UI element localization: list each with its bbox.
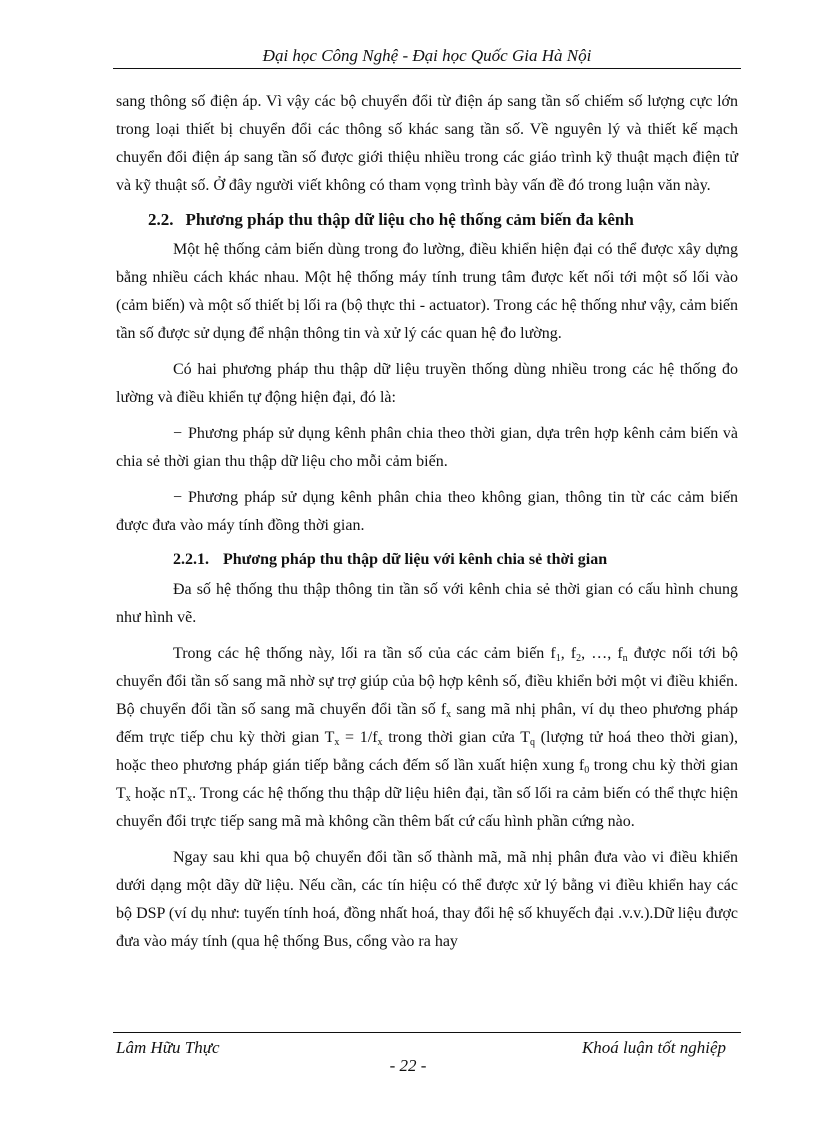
- bullet-dash-icon: −: [173, 489, 183, 506]
- text-run: . Trong các hệ thống thu thập dữ liệu hiên đại, tần số lối ra cảm biến có thể thực hiện chuyển đổi trực tiếp sang mã mà không cần thêm bất cứ cấu hình phần cứng nào.: [116, 785, 738, 830]
- footer-author: Lâm Hữu Thực: [116, 1038, 220, 1057]
- subscript: 0: [584, 765, 590, 776]
- footer-doc-type: Khoá luận tốt nghiệp: [581, 1038, 726, 1057]
- footer-divider: [113, 1032, 741, 1033]
- text-run: được nối tới bộ chuyển đổi tần số sang mã nhờ sự trợ giúp của bộ hợp kênh số, điều khiển bởi một vi điều khiển. Bộ chuyển đổi tần số sang mã chuyển đổi tần số f: [116, 645, 739, 718]
- text-run: Trong các hệ thống này, lối ra tần số của các cảm biến f: [173, 645, 556, 662]
- subsection-title: Phương pháp thu thập dữ liệu với kênh chia sẻ thời gian: [223, 551, 608, 568]
- subscript: x: [377, 737, 383, 748]
- header-divider: [113, 68, 741, 69]
- page-number: - 22 -: [389, 1056, 427, 1075]
- text-run: = 1/f: [339, 729, 378, 746]
- text-run: sang mã nhị phân, ví dụ theo phương pháp đếm trực tiếp chu kỳ thời gian T: [116, 701, 739, 746]
- subscript: x: [125, 793, 131, 804]
- subscript: x: [446, 709, 452, 720]
- text-run: (lượng tử hoá theo thời gian), hoặc theo phương pháp gián tiếp bằng cách đếm số lần xuất hiện xung f: [116, 729, 739, 774]
- subscript: 2: [576, 653, 582, 664]
- paragraph-4: Đa số hệ thống thu thập thông tin tần số với kênh chia sẻ thời gian có cấu hình chung như hình vẽ.: [116, 581, 738, 626]
- text-run: , f: [560, 645, 577, 662]
- text-run: , …, f: [581, 645, 623, 662]
- section-title: Phương pháp thu thập dữ liệu cho hệ thống cảm biến đa kênh: [185, 210, 634, 229]
- subscript: q: [530, 737, 535, 748]
- paragraph-6: Ngay sau khi qua bộ chuyển đổi tần số thành mã, mã nhị phân đưa vào vi điều khiển dưới dạng một dãy dữ liệu. Nếu cần, các tín hiệu có thể được xử lý bằng vi điều khiển hay các bộ DSP (ví dụ như: tuyến tính hoá, đồng nhất hoá, thay đổi hệ số khuyếch đại .v.v.).Dữ liệu được đưa vào máy tính (qua hệ thống Bus, cổng vào ra hay: [116, 849, 738, 950]
- bullet-item-2: [116, 484, 738, 540]
- text-run: hoặc nT: [130, 785, 188, 802]
- subscript: n: [622, 653, 628, 664]
- subsection-heading-2-2-1: [116, 546, 738, 574]
- bullet-text: Phương pháp sử dụng kênh phân chia theo không gian, thông tin từ các cảm biến được đưa vào máy tính đồng thời gian.: [116, 489, 738, 534]
- subscript: 1: [555, 653, 561, 664]
- page-header: Đại học Công Nghệ - Đại học Quốc Gia Hà Nội: [262, 46, 592, 65]
- paragraph-3: Có hai phương pháp thu thập dữ liệu truyền thống dùng nhiều trong các hệ thống đo lường và điều khiển tự động hiện đại, đó là:: [116, 361, 738, 406]
- text-run: trong chu kỳ thời gian T: [116, 757, 738, 802]
- subsection-number: 2.2.1.: [173, 551, 209, 568]
- paragraph-2: Một hệ thống cảm biến dùng trong đo lường, điều khiển hiện đại có thể được xây dựng bằng nhiều cách khác nhau. Một hệ thống máy tính trung tâm được kết nối tới một số lối vào (cảm biến) và một số thiết bị lối ra (bộ thực thi - actuator). Trong các hệ thống như vậy, cảm biến tần số được sử dụng để nhận thông tin và xử lý các quan hệ đo lường.: [116, 241, 738, 342]
- text-run: trong thời gian cửa T: [382, 729, 530, 746]
- page-content: [116, 88, 738, 956]
- bullet-text: Phương pháp sử dụng kênh phân chia theo thời gian, dựa trên hợp kênh cảm biến và chia sẻ thời gian thu thập dữ liệu cho mỗi cảm biến.: [116, 425, 738, 470]
- paragraph-1: sang thông số điện áp. Vì vậy các bộ chuyển đổi từ điện áp sang tần số chiếm số lượng cực lớn trong loại thiết bị chuyển đổi các thông số khác sang tần số. Về nguyên lý và thiết kế mạch chuyển đổi điện áp sang tần số được giới thiệu nhiều trong các giáo trình kỹ thuật mạch điện tử và kỹ thuật số. Ở đây người viết không có tham vọng trình bày vấn đề đó trong luận văn này.: [116, 93, 738, 194]
- bullet-dash-icon: −: [173, 425, 183, 442]
- section-heading-2-2: [116, 206, 738, 234]
- subscript: x: [334, 737, 340, 748]
- paragraph-5: [116, 640, 738, 836]
- subscript: x: [187, 793, 193, 804]
- bullet-item-1: [116, 420, 738, 476]
- section-number: 2.2.: [148, 210, 174, 229]
